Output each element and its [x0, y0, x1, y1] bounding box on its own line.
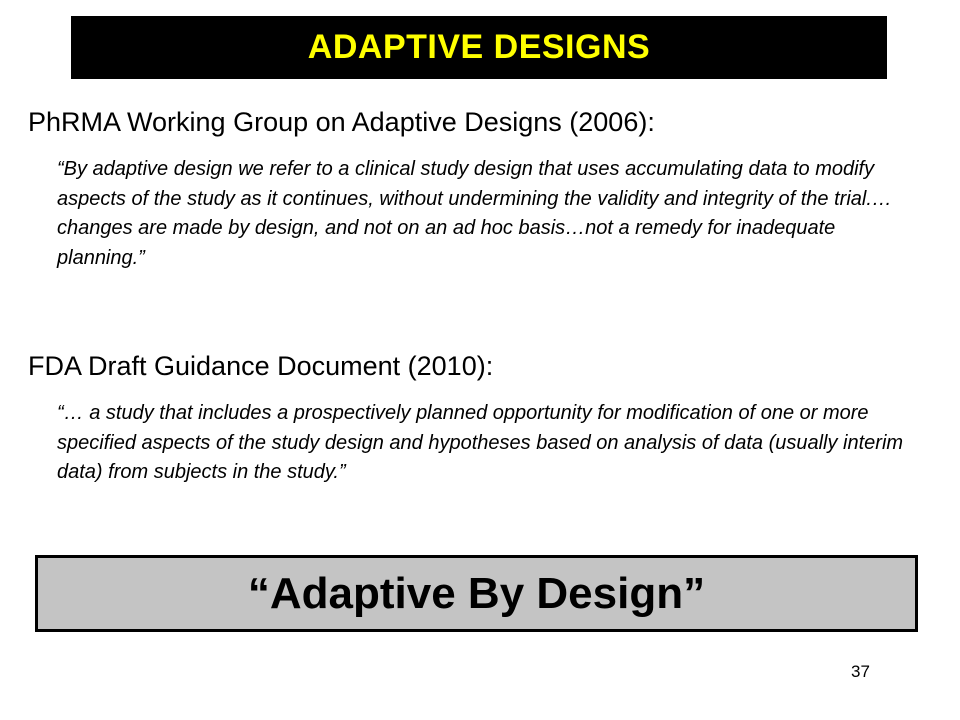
quote-phrma: “By adaptive design we refer to a clinical study design that uses accumulating data to modify aspects of the study as it continues, without undermining the validity and integrity of the trial.…changes are made by design, and not on an ad hoc basis…not a remedy for inadequate planning.”	[57, 158, 892, 269]
section-heading-fda: FDA Draft Guidance Document (2010):	[28, 351, 494, 381]
quote-fda: “… a study that includes a prospectively planned opportunity for modification of one or more specified aspects of the study design and hypotheses based on analysis of data (usually interim data) from subjects in the study.”	[57, 402, 904, 483]
slide-title: ADAPTIVE DESIGNS	[307, 28, 651, 66]
banner-text: “Adaptive By Design”	[247, 568, 706, 618]
title-bar	[71, 16, 887, 79]
section-heading-phrma: PhRMA Working Group on Adaptive Designs (2006):	[28, 107, 655, 137]
page-number: 37	[851, 662, 870, 681]
banner-box	[35, 555, 918, 632]
